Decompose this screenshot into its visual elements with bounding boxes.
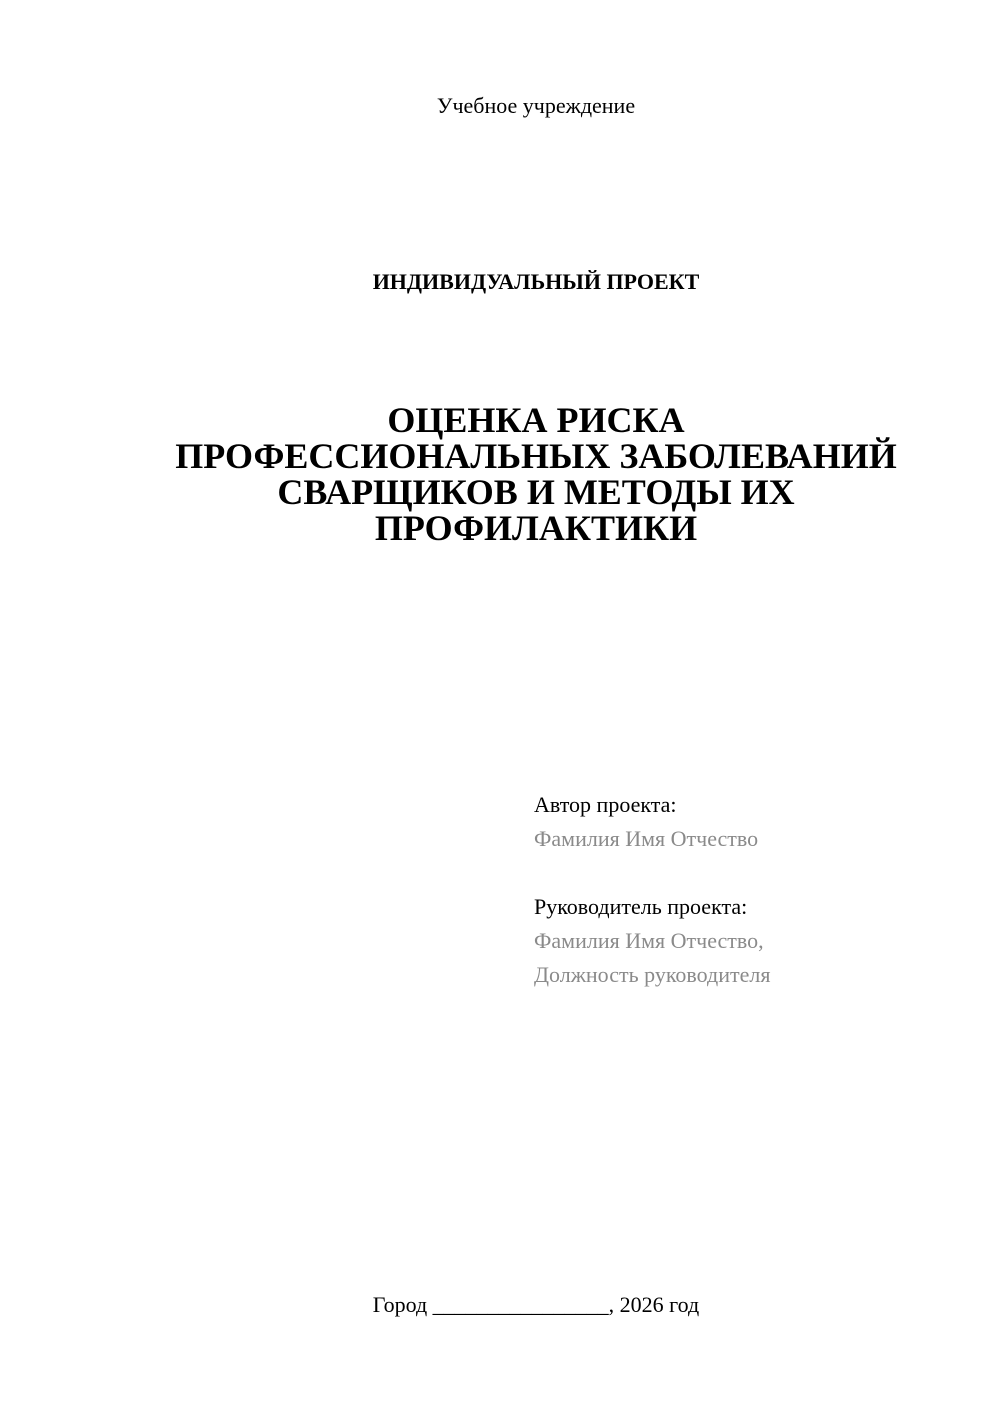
project-title: [100, 402, 972, 546]
author-name: Фамилия Имя Отчество: [534, 826, 759, 851]
authors-block: [534, 788, 954, 992]
supervisor-position: Должность руководителя: [534, 962, 771, 987]
institution-name: Учебное учреждение: [436, 93, 636, 118]
project-title-line-4: ПРОФИЛАКТИКИ: [374, 508, 698, 548]
supervisor-name: Фамилия Имя Отчество,: [534, 928, 764, 953]
project-title-line-1: ОЦЕНКА РИСКА: [387, 400, 685, 440]
author-label: Автор проекта:: [534, 792, 677, 817]
project-title-line-2: ПРОФЕССИОНАЛЬНЫХ ЗАБОЛЕВАНИЙ: [175, 436, 897, 476]
project-type-heading: ИНДИВИДУАЛЬНЫЙ ПРОЕКТ: [372, 269, 700, 294]
supervisor-label: Руководитель проекта:: [534, 894, 748, 919]
project-title-line-3: СВАРЩИКОВ И МЕТОДЫ ИХ: [277, 472, 795, 512]
city-year-line: Город ________________, 2026 год: [372, 1292, 700, 1317]
authors-spacer: [534, 856, 954, 890]
